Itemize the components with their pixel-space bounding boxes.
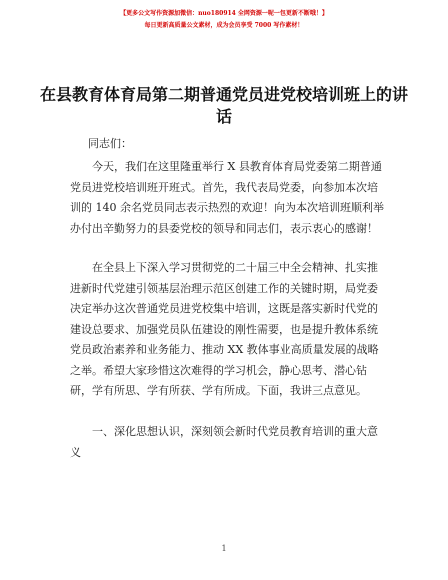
promo-banner-line-1: 【更多公文写作资源加微信：nuo180914 全网资源一呢一包更新不断哦！】 [120, 10, 328, 17]
promo-banner-line-2: 每日更新高质量公文素材，成为会员享受 7000 写作素材！ [144, 22, 304, 29]
page-number: 1 [221, 544, 227, 553]
document-title: 在县教育体育局第二期普通党员进党校培训班上的讲话 [40, 85, 409, 126]
section-heading-1: 一、深化思想认识，深刻领会新时代党员教育培训的重大意义 [70, 425, 378, 459]
paragraph-context: 在全县上下深入学习贯彻党的二十届三中全会精神、扎实推进新时代党建引领基层治理示范区创建工作的关键时期，局党委决定举办这次普通党员进党校集中培训，这既是落实新时代党的建设总要求、加强党员队伍建设的刚性需要，也是提升教体系统党员政治素养和业务能力、推动 XX 教体事业高质量发展的战略之举。希望大家珍惜这次难得的学习机会，静心思考、潜心钻研，学有所思、学有所获、学有所成。下面，我讲三点意见。 [70, 261, 379, 397]
salutation: 同志们： [88, 137, 132, 150]
paragraph-opening: 今天，我们在这里隆重举行 X 县教育体育局党委第二期普通党员进党校培训班开班式。首先，我代表局党委，向参加本次培训的 140 余名党员同志表示热烈的欢迎！向为本次培训班顺利举办付出辛勤努力的县委党校的领导和同志们，表示衷心的感谢！ [70, 160, 384, 235]
